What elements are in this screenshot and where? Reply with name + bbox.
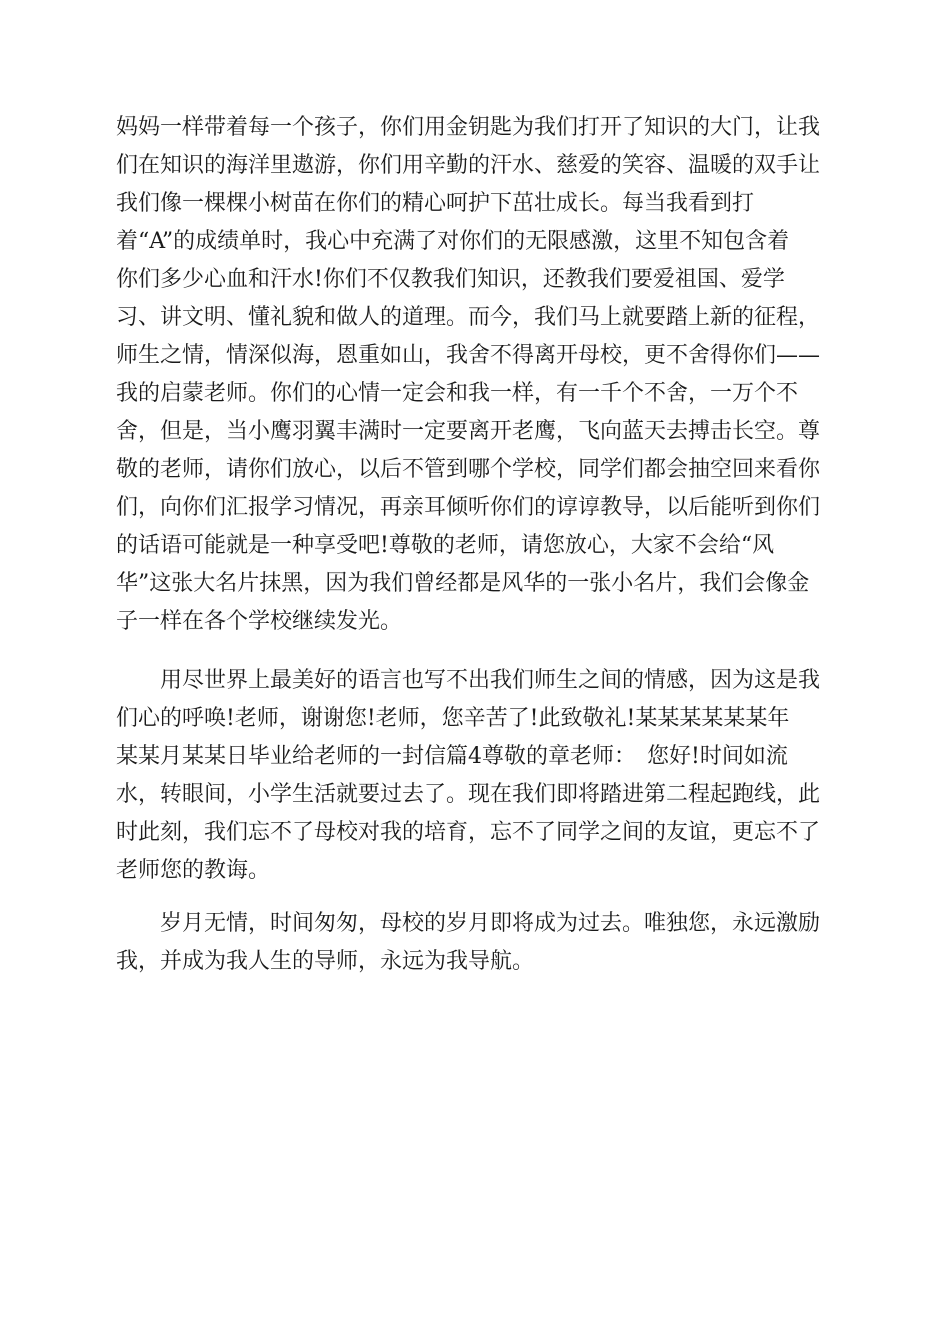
text-line: 华”这张大名片抹黑，因为我们曾经都是风华的一张小名片，我们会像金 [116,571,810,596]
text-line: 们心的呼唤!老师，谢谢您!老师，您辛苦了!此致敬礼!某某某某某某年 [116,706,790,731]
text-line: 们，向你们汇报学习情况，再亲耳倾听你们的谆谆教导，以后能听到你们 [116,495,821,520]
text-line: 着“A”的成绩单时，我心中充满了对你们的无限感激，这里不知包含着 [116,229,790,254]
text-line: 舍，但是，当小鹰羽翼丰满时一定要离开老鹰，飞向蓝天去搏击长空。尊 [116,419,821,444]
text-line: 习、讲文明、懂礼貌和做人的道理。而今，我们马上就要踏上新的征程， [116,305,821,330]
paragraph-1 [116,109,836,641]
text-line: 某某月某某日毕业给老师的一封信篇4尊敬的章老师： 您好!时间如流 [116,744,788,769]
text-line: 用尽世界上最美好的语言也写不出我们师生之间的情感，因为这是我 [160,668,821,693]
text-line: 我的启蒙老师。你们的心情一定会和我一样，有一千个不舍，一万个不 [116,381,799,406]
text-line: 的话语可能就是一种享受吧!尊敬的老师，请您放心，大家不会给“风 [116,533,775,558]
paragraph-3 [116,905,836,981]
text-line: 时此刻，我们忘不了母校对我的培育，忘不了同学之间的友谊，更忘不了 [116,820,821,845]
text-line: 敬的老师，请你们放心，以后不管到哪个学校，同学们都会抽空回来看你 [116,457,821,482]
text-line: 子一样在各个学校继续发光。 [116,609,403,634]
text-line: 你们多少心血和汗水!你们不仅教我们知识，还教我们要爱祖国、爱学 [116,267,785,292]
text-line: 老师您的教诲。 [116,858,271,883]
text-line: 师生之情，情深似海，恩重如山，我舍不得离开母校，更不舍得你们—— [116,343,821,368]
text-line: 妈妈一样带着每一个孩子，你们用金钥匙为我们打开了知识的大门，让我 [116,115,821,140]
text-line: 我，并成为我人生的导师，永远为我导航。 [116,949,535,974]
text-line: 水，转眼间，小学生活就要过去了。现在我们即将踏进第二程起跑线，此 [116,782,821,807]
text-line: 们在知识的海洋里遨游，你们用辛勤的汗水、慈爱的笑容、温暖的双手让 [116,153,821,178]
text-line: 我们像一棵棵小树苗在你们的精心呵护下茁壮成长。每当我看到打 [116,191,755,216]
text-line: 岁月无情，时间匆匆，母校的岁月即将成为过去。唯独您，永远激励 [160,911,821,936]
paragraph-2 [116,662,836,890]
